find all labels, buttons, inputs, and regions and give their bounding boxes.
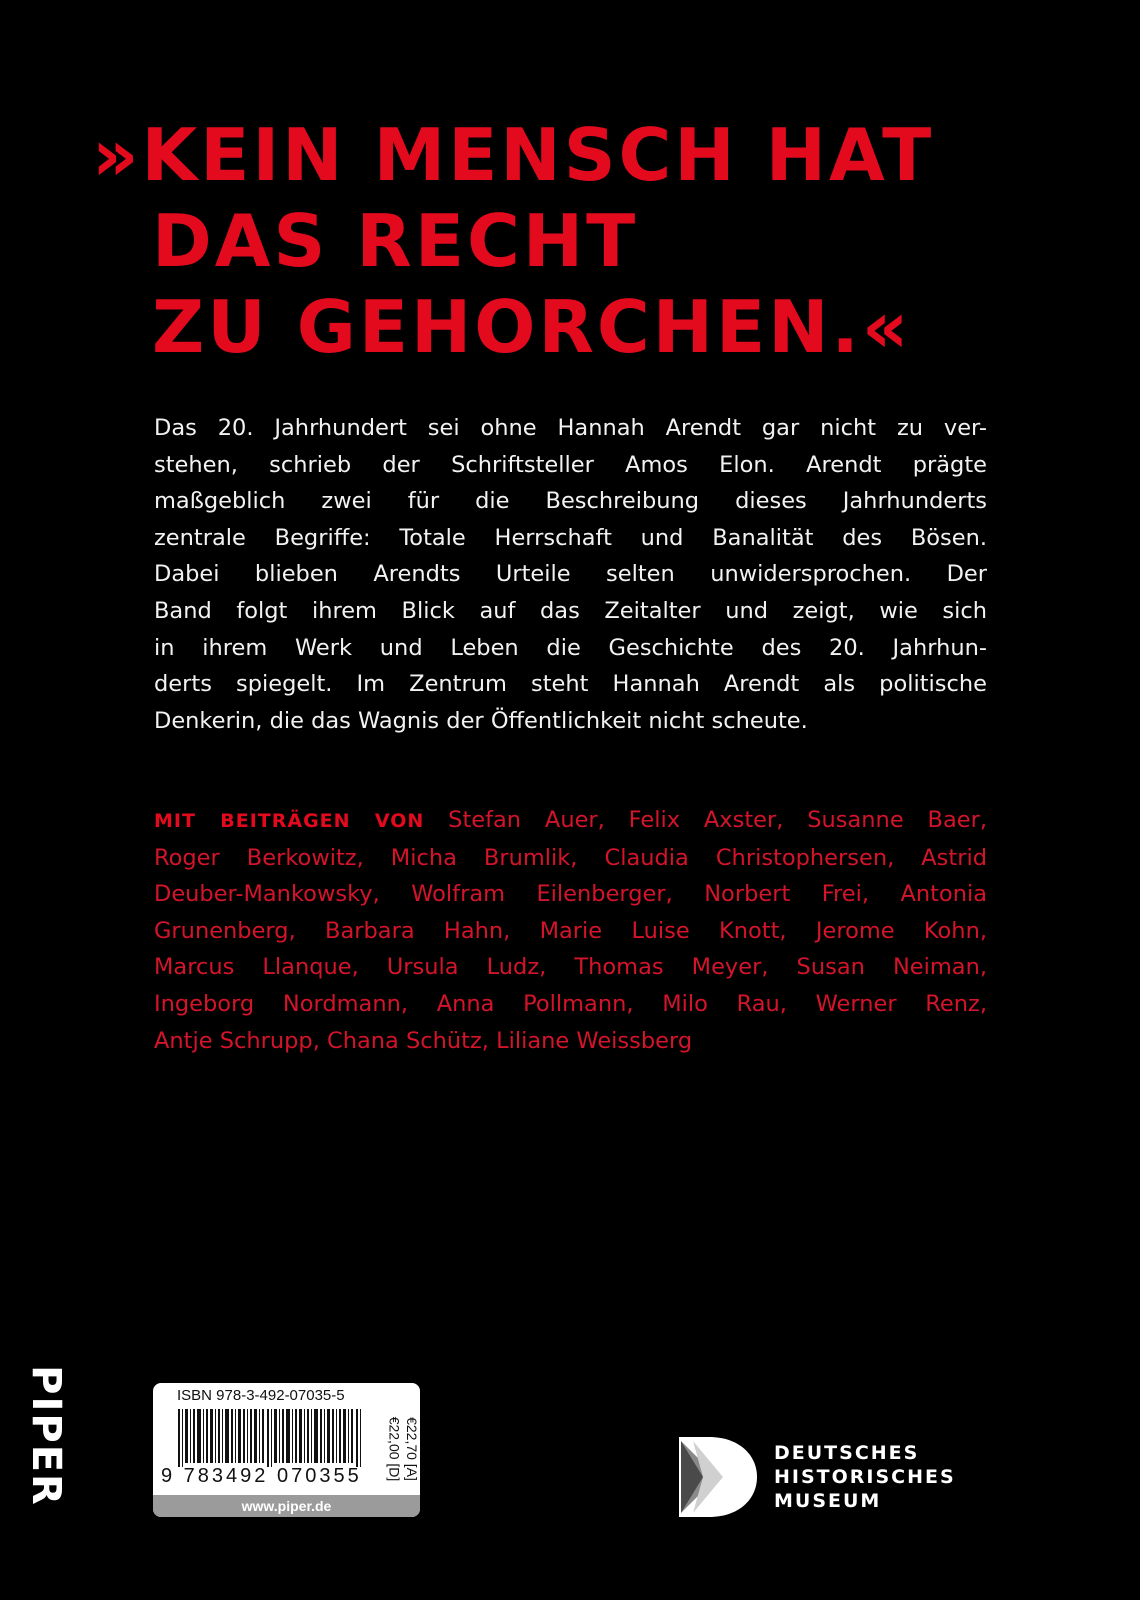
museum-name	[774, 1441, 956, 1513]
publisher-website: www.piper.de	[153, 1495, 420, 1517]
headline-line-3: ZU GEHORCHEN.«	[152, 285, 912, 369]
description-line: Band folgt ihrem Blick auf das Zeitalter und zeigt, wie sich	[154, 597, 987, 624]
description-line: in ihrem Werk und Leben die Geschichte des 20. Jahrhun-	[154, 634, 987, 661]
barcode-icon	[178, 1409, 363, 1467]
description-line: Das 20. Jahrhundert sei ohne Hannah Arendt gar nicht zu ver-	[154, 415, 987, 441]
contributors-line: Marcus Llanque, Ursula Ludz, Thomas Meyer, Susan Neiman,	[154, 954, 987, 981]
headline-quote	[92, 112, 1102, 370]
description-line: stehen, schrieb der Schriftsteller Amos Elon. Arendt prägte	[154, 451, 987, 478]
book-description	[154, 410, 987, 739]
contributors-line: Ingeborg Nordmann, Anna Pollmann, Milo Rau, Werner Renz,	[154, 990, 987, 1017]
price-austria: €22,70 [A]	[403, 1417, 420, 1481]
contributors-line	[154, 802, 987, 840]
contributors-line: Deuber-Mankowsky, Wolfram Eilenberger, Norbert Frei, Antonia	[154, 881, 987, 908]
museum-name-line: HISTORISCHES	[774, 1466, 956, 1488]
barcode-label	[153, 1383, 420, 1517]
museum-name-line: DEUTSCHES	[774, 1442, 920, 1464]
museum-logo	[679, 1435, 989, 1519]
publisher-name: PIPER	[23, 1365, 70, 1507]
contributors-line: Antje Schrupp, Chana Schütz, Liliane Weissberg	[154, 1027, 693, 1054]
description-line: zentrale Begriffe: Totale Herrschaft und Banalität des Bösen.	[154, 524, 987, 551]
contributors-line: Roger Berkowitz, Micha Brumlik, Claudia Christophersen, Astrid	[154, 844, 987, 871]
price-germany: €22,00 [D]	[386, 1416, 403, 1482]
description-line: derts spiegelt. Im Zentrum steht Hannah Arendt als politische	[154, 671, 987, 698]
description-line: Denkerin, die das Wagnis der Öffentlichkeit nicht scheute.	[154, 707, 808, 734]
headline-line-2: DAS RECHT	[152, 199, 639, 283]
dhm-logo-icon	[679, 1435, 759, 1519]
contributors-list	[154, 802, 987, 1059]
description-line: maßgeblich zwei für die Beschreibung dieses Jahrhunderts	[154, 488, 987, 515]
contributors-line: Grunenberg, Barbara Hahn, Marie Luise Knott, Jerome Kohn,	[154, 917, 987, 944]
contributors-names: Stefan Auer, Felix Axster, Susanne Baer,	[448, 807, 987, 833]
description-line: Dabei blieben Arendts Urteile selten unwidersprochen. Der	[154, 561, 987, 588]
barcode-digits: 9 783492 070355	[161, 1465, 362, 1487]
headline-line-1: »KEIN MENSCH HAT	[92, 113, 935, 197]
museum-name-line: MUSEUM	[774, 1490, 882, 1512]
price-block	[368, 1403, 420, 1483]
isbn-text: ISBN 978-3-492-07035-5	[177, 1387, 345, 1404]
contributors-heading: MIT BEITRÄGEN VON	[154, 810, 425, 832]
publisher-logo	[24, 1358, 68, 1514]
